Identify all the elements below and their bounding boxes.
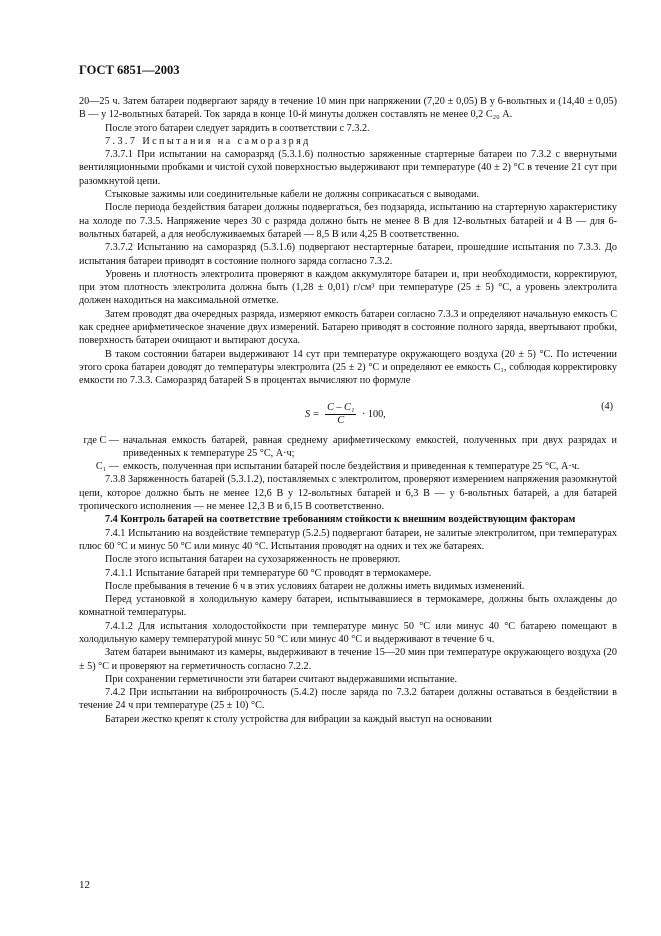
paragraph: 7.4.1.2 Для испытания холодостойкости при температуре минус 50 °С или минус 40 °С батарею помещают в холодильную камеру температурой минус 50 °С или минус 40 °С и выдерживают в течение 6 ч. — [79, 620, 617, 645]
definition-symbol: где C — — [83, 434, 119, 446]
paragraph: В таком состоянии батареи выдерживают 14 сут при температуре окружающего воздуха (20 ± 5) °С. По истечении этого срока батареи доводят до температуры электролита (25 ± 2) °С и определяют ее емкость C₁, соблюдая корректировку емкости по 7.3.3. Саморазряд батарей S в процентах вычисляют по формуле — [79, 348, 617, 387]
definition-item — [79, 434, 617, 461]
formula-numerator: C – C₁ — [327, 401, 355, 413]
formula-denominator: C — [337, 414, 345, 426]
paragraph: 20—25 ч. Затем батареи подвергают заряду в течение 10 мин при напряжении (7,20 ± 0,05) В у 6-вольтных и (14,40 ± 0,05) В — у 12-вольтных батарей. Ток заряда в конце 10-й минуты должен составлять не менее 0,2 C₂₀ А. — [79, 96, 617, 121]
definition-text: начальная емкость батарей, равная среднему арифметическому емкостей, полученных при двух разрядах и приведенных к температуре 25 °С, А·ч; — [123, 434, 617, 459]
page-number: 12 — [79, 879, 90, 891]
formula-expression — [305, 402, 386, 427]
paragraph: 7.3.7.2 Испытанию на саморазряд (5.3.1.6) подвергают нестартерные батареи, прошедшие испытания по 7.3.3. До испытания батареи приводят в состояние полного заряда согласно 7.3.2. — [79, 242, 617, 267]
formula-lhs: S = — [305, 408, 320, 420]
paragraph: 7.3.8 Заряженность батарей (5.3.1.2), поставляемых с электролитом, проверяют измерением напряжения разомкнутой цепи, которое должно быть не менее 12,6 В у 12-вольтных батарей и 6,3 В — у 6-вольтных батарей, а для батарей тропического исполнения — не менее 12,3 В и 6,15 В соответственно. — [79, 474, 617, 513]
formula-number: (4) — [601, 400, 613, 412]
section-heading: 7.3.7 Испытания на саморазряд — [105, 135, 311, 147]
paragraph: После пребывания в течение 6 ч в этих условиях батареи не должны иметь видимых изменений. — [105, 580, 525, 592]
paragraph: 7.4.1.1 Испытание батарей при температуре 60 °С проводят в термокамере. — [105, 567, 432, 579]
paragraph: Уровень и плотность электролита проверяют в каждом аккумуляторе батареи и, при необходимости, корректируют, при этом плотность электролита должна быть (1,28 ± 0,01) г/см³ при температуре (25 ± 5) °С, а уровень электролита должен находиться на максимальной отметке. — [79, 268, 617, 307]
paragraph: 7.4.2 При испытании на вибропрочность (5.4.2) после заряда по 7.3.2 батареи должны оставаться в бездействии в течение 24 ч при температуре (25 ± 10) °С. — [79, 687, 617, 712]
formula-fraction — [325, 402, 356, 427]
paragraph: Перед установкой в холодильную камеру батареи, испытывавшиеся в термокамере, должны быть охлаждены до комнатной температуры. — [79, 594, 617, 619]
document-header: ГОСТ 6851—2003 — [79, 63, 180, 77]
paragraph: После этого испытания батареи на сухозаряженность не проверяют. — [105, 554, 401, 566]
paragraph: После этого батареи следует зарядить в соответствии с 7.3.2. — [105, 122, 370, 134]
paragraph: После периода бездействия батареи должны подвергаться, без подзаряда, испытанию на стартерную характеристику на холоде по 7.3.5. Напряжение через 30 с разряда должно быть не менее 8 В для 12-вольтных батарей и 4 В — для 6-вольтных батарей, а для необслуживаемых батарей — 8,5 В или 4,25 В соответственно. — [79, 202, 617, 240]
paragraph: 7.4.1 Испытанию на воздействие температур (5.2.5) подвергают батареи, не залитые электролитом, при температурах плюс 60 °С и минус 50 °С или минус 40 °С. Испытания проводят на одних и тех же батареях. — [79, 527, 617, 552]
paragraph: 7.3.7.1 При испытании на саморазряд (5.3.1.6) полностью заряженные стартерные батареи по 7.3.2 с ввернутыми вентиляционными пробками и чистой сухой поверхностью выдерживают при температуре (40 ± 2) °С в течение 21 сут при разомкнутой цепи. — [79, 149, 617, 187]
paragraph: Стыковые зажимы или соединительные кабели не должны соприкасаться с выводами. — [105, 189, 480, 201]
document-body — [79, 95, 617, 726]
definition-text: емкость, полученная при испытании батарей после бездействия и приведенная к температуре 25 °С, А·ч. — [123, 461, 580, 473]
definition-item — [79, 460, 617, 473]
formula-4 — [79, 393, 617, 431]
paragraph: Батареи жестко крепят к столу устройства для вибрации за каждый выступ на основании — [105, 713, 492, 725]
section-heading: 7.4 Контроль батарей на соответствие требованиям стойкости к внешним воздействующим факторам — [105, 514, 576, 526]
formula-rhs: · 100, — [361, 408, 386, 420]
paragraph: Затем проводят два очередных разряда, измеряют емкость батареи согласно 7.3.3 и определяют начальную емкость C как среднее арифметическое значение двух измерений. Батарею приводят в состояние полного заряда, ввертывают пробки, поверхность батареи очищают и вытирают досуха. — [79, 308, 617, 347]
paragraph: При сохранении герметичности эти батареи считают выдержавшими испытание. — [105, 673, 458, 685]
paragraph: Затем батареи вынимают из камеры, выдерживают в течение 15—20 мин при температуре окружающего воздуха (20 ± 5) °С и проверяют на герметичность согласно 7.2.2. — [79, 647, 617, 672]
definition-symbol: C₁ — — [95, 461, 119, 473]
